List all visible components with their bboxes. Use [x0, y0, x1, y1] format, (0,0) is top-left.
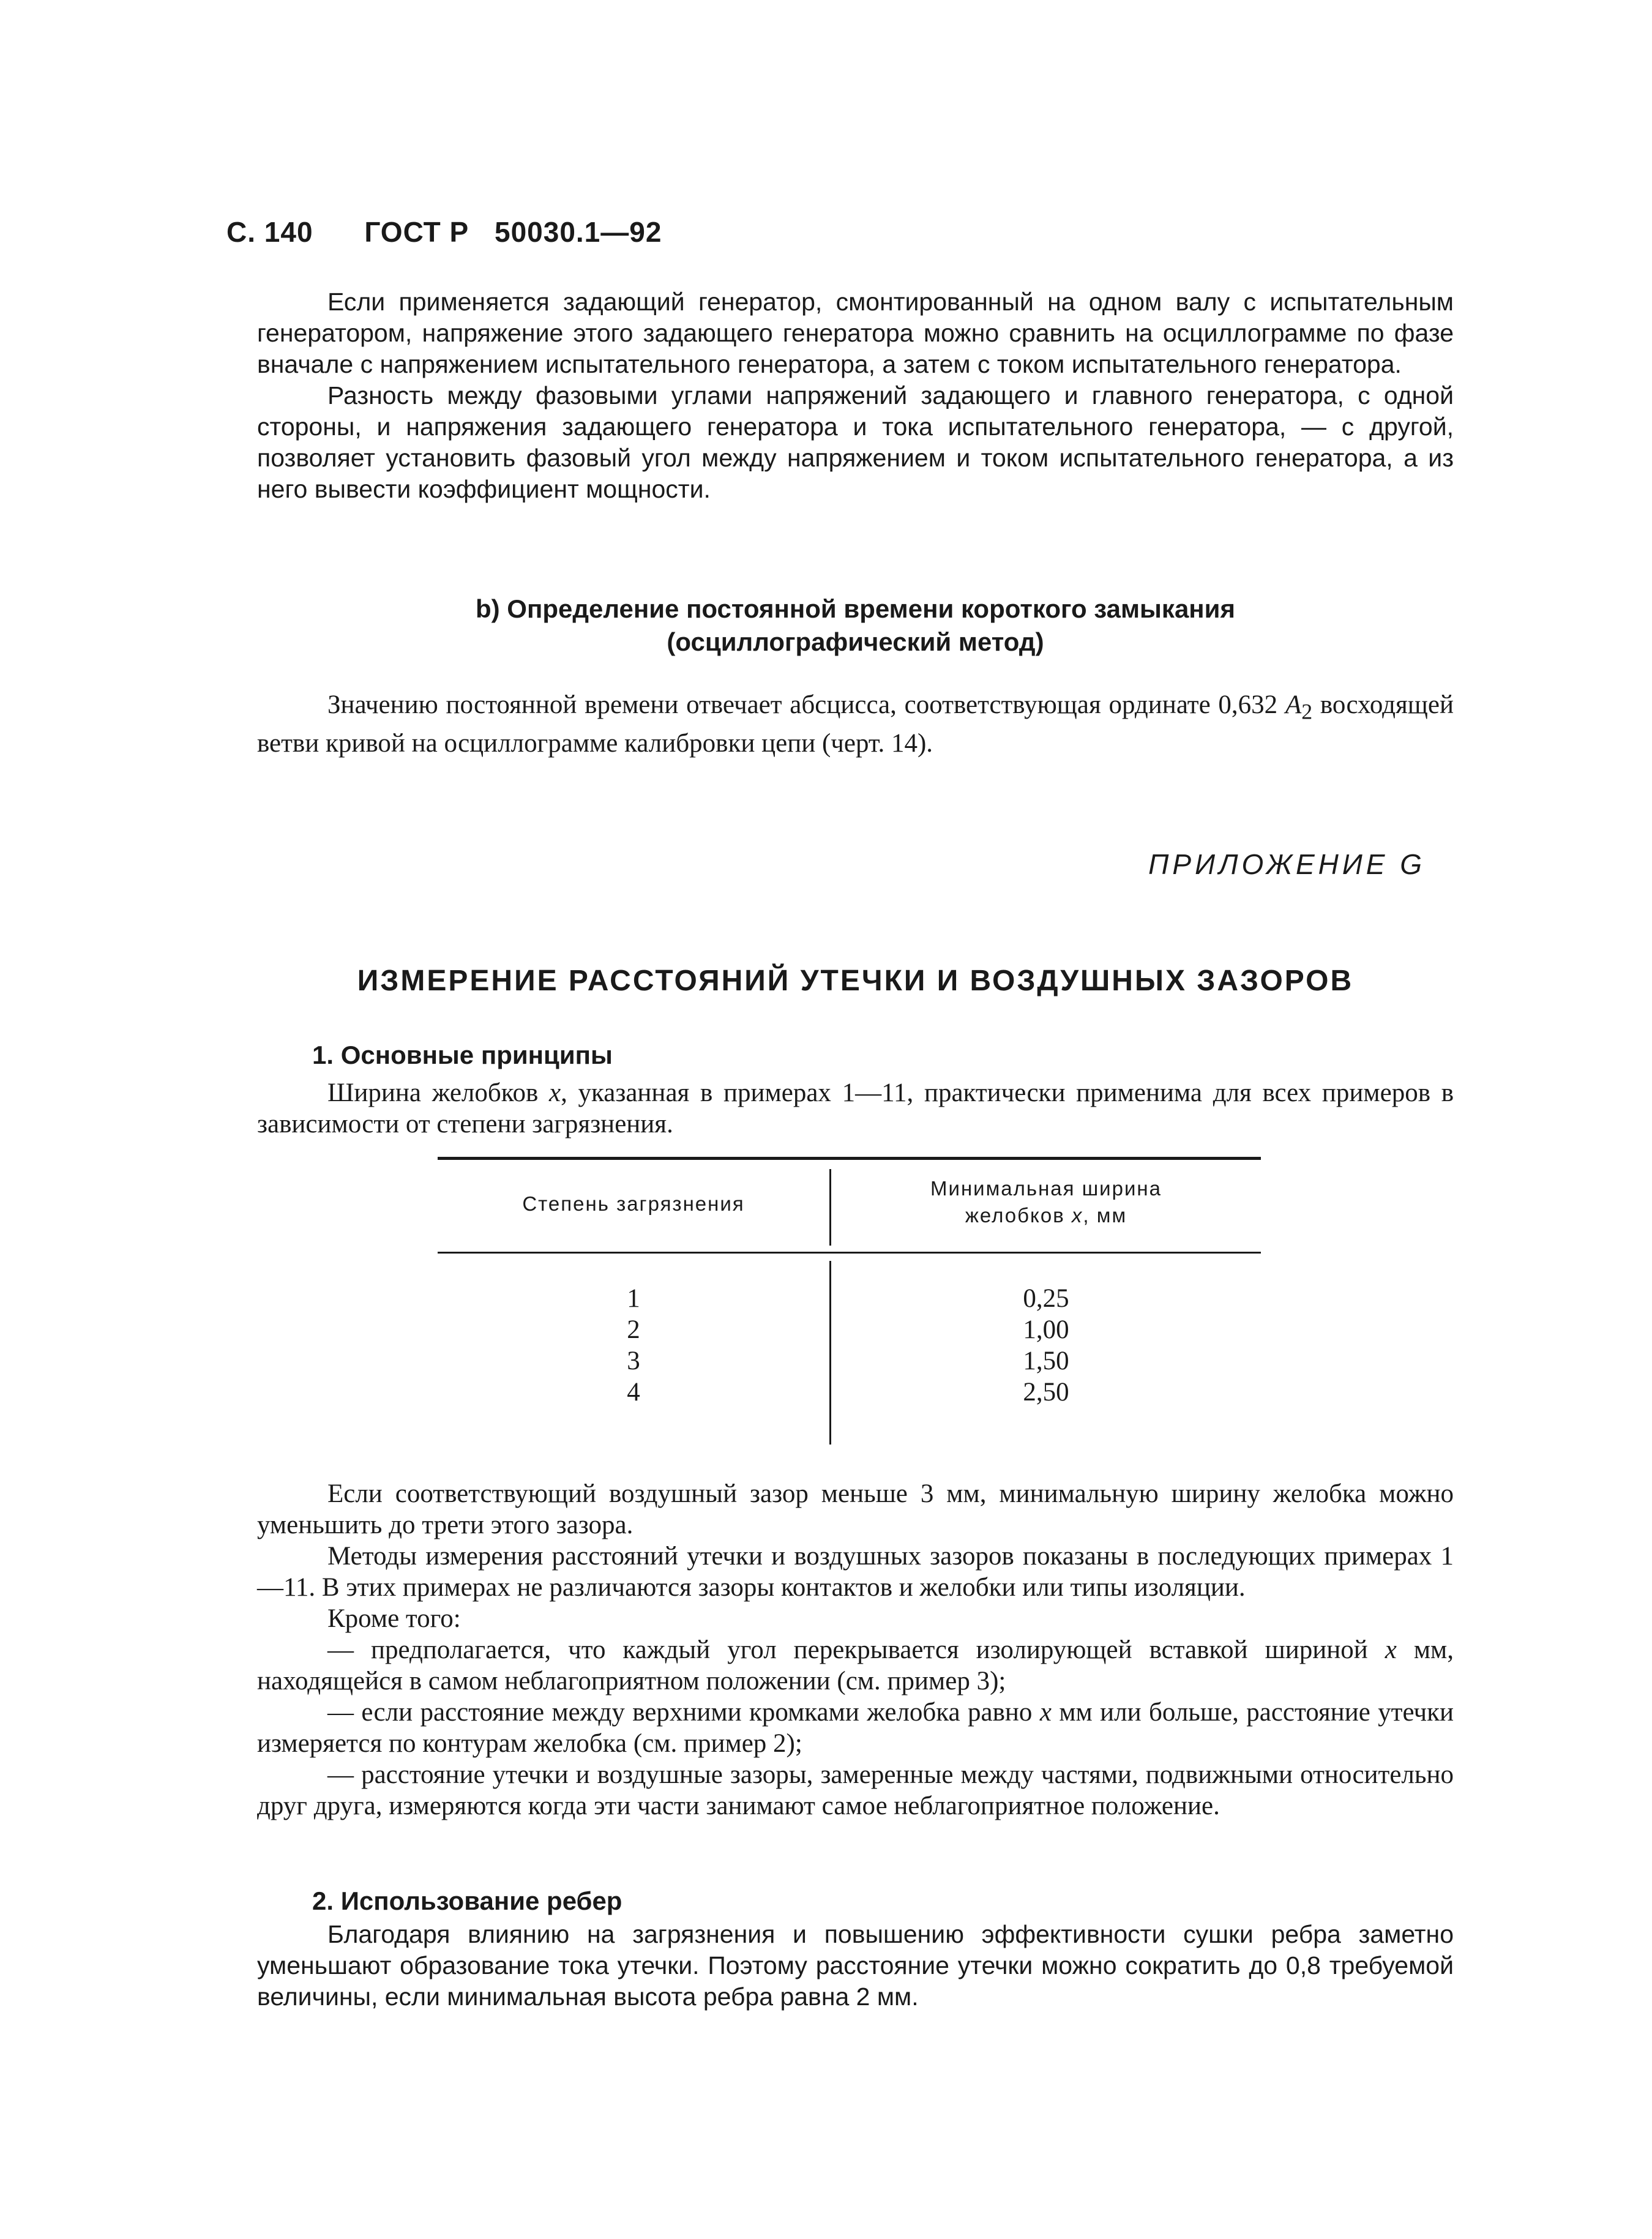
appendix-label: ПРИЛОЖЕНИЕ G	[1148, 848, 1426, 880]
appendix-title: ИЗМЕРЕНИЕ РАССТОЯНИЙ УТЕЧКИ И ВОЗДУШНЫХ ЗАЗОРОВ	[357, 965, 1354, 997]
degree-cell: 4	[627, 1378, 640, 1407]
col-header-width-line1: Минимальная ширина	[930, 1177, 1162, 1200]
symbol-subscript: 2	[1301, 699, 1313, 724]
table-top-rule	[438, 1157, 1261, 1160]
standard-prefix: ГОСТ Р	[364, 216, 469, 248]
page-number: С. 140	[226, 216, 313, 248]
section-b-body	[257, 689, 1454, 759]
section-1-paragraph	[257, 1077, 1454, 1140]
col-header-var-x: x	[1071, 1204, 1083, 1227]
degree-cell: 2	[627, 1315, 640, 1344]
section-1-text-end: , указанная в примерах 1—11, практически применима для всех примеров в зависимости от степени загрязнения.	[257, 1078, 1454, 1138]
table-header-rule	[438, 1252, 1261, 1254]
section-1-body	[257, 1077, 1454, 1140]
section-b-text-end: восходящей ветви кривой на осциллограмме калибровки цепи (черт. 14).	[257, 690, 1454, 758]
col-header-width-line2	[831, 1202, 1261, 1229]
width-cell: 1,50	[1023, 1347, 1069, 1375]
col-header-degree: Степень загрязнения	[522, 1192, 745, 1215]
intro-paragraph-2: Разность между фазовыми углами напряжений задающего и главного генератора, с одной стороны, и напряжения задающего генератора и тока испытательного генератора, — с другой, позволяет установить фазовый угол между напряжением и током испытательного генератора, а из него вывести коэффициент мощности.	[257, 381, 1454, 503]
section-b-text-start: Значению постоянной времени отвечает абсцисса, соответствующая ординате 0,632	[327, 690, 1278, 719]
section-2-body	[257, 1919, 1454, 2013]
width-cell: 0,25	[1023, 1284, 1069, 1313]
col-header-width	[831, 1175, 1261, 1229]
after-table-paragraph-2: Методы измерения расстояний утечки и воздушных зазоров показаны в последующих примерах 1—11. В этих примерах не различаются зазоры контактов и желобки или типы изоляции.	[257, 1542, 1454, 1602]
degree-column	[438, 1283, 829, 1408]
bullet-1-start: — предполагается, что каждый угол перекрывается изолирующей вставкой шириной	[327, 1635, 1368, 1664]
bullet-3: — расстояние утечки и воздушные зазоры, замеренные между частями, подвижными относительно друг друга, измеряются когда эти части занимают самое неблагоприятное положение.	[257, 1760, 1454, 1820]
section-b-heading	[257, 592, 1454, 659]
degree-cell: 3	[627, 1347, 640, 1375]
section-2-paragraph: Благодаря влиянию на загрязнения и повышению эффективности сушки ребра заметно уменьшают образование тока утечки. Поэтому расстояние утечки можно сократить до 0,8 требуемой величины, если минимальная высота ребра равна 2 мм.	[257, 1920, 1454, 2011]
page-header	[226, 215, 662, 249]
symbol-a: A	[1285, 690, 1302, 719]
var-x: x	[548, 1078, 561, 1107]
section-1-heading: 1. Основные принципы	[312, 1041, 613, 1069]
intro-paragraph-1: Если применяется задающий генератор, смонтированный на одном валу с испытательным генератором, напряжение этого задающего генератора можно сравнить на осциллограмме по фазе вначале с напряжением испытательного генератора, а затем с током испытательного генератора.	[257, 288, 1454, 378]
width-column	[831, 1283, 1261, 1408]
groove-width-table	[438, 1157, 1261, 1451]
bullet-2-var: x	[1039, 1698, 1052, 1727]
section-b-heading-line2: (осциллографический метод)	[667, 627, 1044, 656]
after-table-block	[257, 1478, 1454, 1822]
section-1-text-start: Ширина желобков	[327, 1078, 539, 1107]
section-b-paragraph	[257, 689, 1454, 759]
bullet-1-end: мм, находящейся в самом неблагоприятном положении (см. пример 3);	[257, 1635, 1454, 1695]
after-table-paragraph-1: Если соответствующий воздушный зазор меньше 3 мм, минимальную ширину желобка можно уменьшить до трети этого зазора.	[257, 1479, 1454, 1539]
width-cell: 1,00	[1023, 1315, 1069, 1344]
col-header-unit: , мм	[1083, 1204, 1127, 1227]
degree-cell: 1	[627, 1284, 640, 1313]
bullet-2-end: мм или больше, расстояние утечки измеряется по контурам желобка (см. пример 2);	[257, 1698, 1454, 1758]
after-table-paragraph-3: Кроме того:	[327, 1604, 461, 1633]
col-header-width-line2-start: желобков	[965, 1204, 1065, 1227]
bullet-2-start: — если расстояние между верхними кромками желобка равно	[327, 1698, 1033, 1727]
bullet-1	[257, 1634, 1454, 1697]
bullet-2	[257, 1697, 1454, 1759]
section-b-heading-line1: b) Определение постоянной времени короткого замыкания	[475, 594, 1235, 623]
bullet-1-var: x	[1385, 1635, 1397, 1664]
intro-block	[257, 286, 1454, 505]
section-2-heading: 2. Использование ребер	[312, 1886, 622, 1915]
width-cell: 2,50	[1023, 1378, 1069, 1407]
standard-number: 50030.1—92	[494, 216, 662, 248]
